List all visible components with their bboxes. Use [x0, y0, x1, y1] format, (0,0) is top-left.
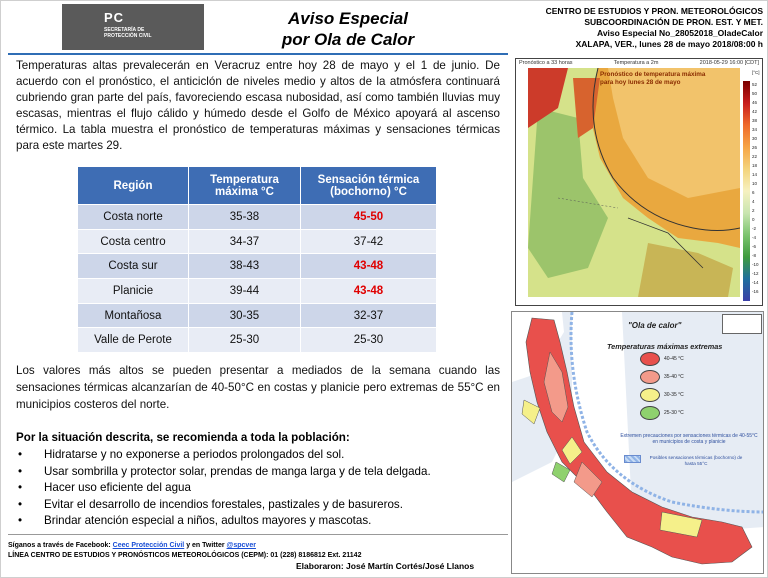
footer-phone-line: LÍNEA CENTRO DE ESTUDIOS Y PRONÓSTICOS METEOROLÓGICOS (CEPM): 01 (228) 8186812 Ext. 21142: [8, 551, 362, 559]
list-item: • Hidratarse y no exponerse a periodos prolongados del sol.: [16, 447, 500, 464]
table-row: [78, 303, 437, 328]
scale-label: 4: [752, 199, 755, 204]
center-header: [515, 6, 763, 50]
table-row: [78, 279, 437, 304]
legend-label: 35-40 °C: [664, 374, 684, 380]
cell-region: Valle de Perote: [78, 328, 189, 353]
logo-sub2: PROTECCIÓN CIVIL: [104, 33, 152, 39]
map1-top-mid: Temperatura a 2m: [613, 60, 659, 66]
center-line3: Aviso Especial No_28052018_OladeCalor: [597, 28, 763, 38]
scale-label: 22: [752, 154, 758, 159]
table-row: [78, 229, 437, 254]
map1-caption: [600, 71, 705, 87]
center-line2: SUBCOORDINACIÓN DE PRON. EST. Y MET.: [584, 17, 763, 27]
cell-sensation: 43-48: [301, 254, 437, 279]
center-line1: CENTRO DE ESTUDIOS Y PRON. METEOROLÓGICOS: [545, 6, 763, 16]
intro-paragraph: Temperaturas altas prevalecerán en Veracruz entre hoy 28 de mayo y el 1 de junio. De acuerdo con el pronóstico, el anticiclón de niveles medio y altos de la atmósfera continuará cubriendo gran parte del país, favoreciendo escasa nubosidad, así como también lluvias muy escasas, mientras el flujo cálido y húmedo desde el Golfo de México apoyará al ascenso térmico. La tabla muestra el pronóstico de temperaturas máximas y sensaciones térmicas para este martes 29.: [16, 59, 500, 152]
cell-region: Planicie: [78, 279, 189, 304]
col-header-sens: Sensación térmica (bochorno) °C: [301, 167, 437, 205]
scale-label: 42: [752, 109, 758, 114]
legend-swatch-25-30: [640, 406, 660, 420]
table-row: [78, 254, 437, 279]
logo-pc: PC: [104, 10, 125, 25]
title-line1: Aviso Especial: [287, 9, 408, 28]
scale-label: 10: [752, 181, 758, 186]
map2-note: Extremen precauciones por sensaciones térmicas de 40-55°C en municipios de costa y planicie: [620, 433, 758, 445]
scale-label: -14: [752, 280, 759, 285]
footer-social: [8, 541, 361, 551]
legend-swatch-30-35: [640, 388, 660, 402]
cell-region: Costa centro: [78, 229, 189, 254]
footer: [8, 541, 361, 560]
legend-label: 25-30 °C: [664, 410, 684, 416]
scale-label: 30: [752, 136, 758, 141]
list-item: • Usar sombrilla y protector solar, prendas de manga larga y de tela delgada.: [16, 464, 500, 481]
scale-label: 6: [752, 190, 755, 195]
list-item: • Evitar el desarrollo de incendios forestales, pastizales y de basureros.: [16, 497, 500, 514]
map1-top-bar: [516, 59, 762, 68]
map1-caption-l1: Pronóstico de temperatura máxima: [600, 71, 706, 78]
cell-tmax: 35-38: [189, 205, 301, 230]
cell-tmax: 38-43: [189, 254, 301, 279]
footer-twitter-text: y en Twitter: [186, 542, 225, 549]
scale-label: -16: [752, 289, 759, 294]
center-line4: XALAPA, VER., lunes 28 de mayo 2018/08:00 h: [575, 39, 763, 49]
legend-swatch-40-45: [640, 352, 660, 366]
page-title: [268, 8, 428, 50]
temperature-color-scale: [743, 81, 750, 301]
col-header-tmax: Temperatura máxima °C: [189, 167, 301, 205]
cell-region: Montañosa: [78, 303, 189, 328]
col-header-region: Región: [78, 167, 189, 205]
map2-inset: [722, 314, 762, 334]
legend-swatch-35-40: [640, 370, 660, 384]
scale-label: 2: [752, 208, 755, 213]
cell-sensation: 37-42: [301, 229, 437, 254]
scale-label: 52: [752, 82, 758, 87]
cell-tmax: 34-37: [189, 229, 301, 254]
scale-label: -2: [752, 226, 757, 231]
cell-tmax: 25-30: [189, 328, 301, 353]
cell-region: Costa sur: [78, 254, 189, 279]
map1-top-left: Pronóstico a 33 horas: [519, 60, 573, 66]
recommendations-list: [16, 447, 500, 530]
cell-tmax: 30-35: [189, 303, 301, 328]
logo-sub1: SECRETARÍA DE: [104, 27, 145, 33]
map2-title: "Ola de calor": [628, 321, 682, 330]
scale-label: 50: [752, 91, 758, 96]
scale-label: 26: [752, 145, 758, 150]
scale-label: 18: [752, 163, 758, 168]
scale-label: -4: [752, 235, 757, 240]
twitter-link[interactable]: @spcver: [226, 542, 256, 549]
authors: Elaboraron: José Martín Cortés/José Llanos: [296, 561, 475, 571]
map2-legend-title: Temperaturas máximas extremas: [607, 342, 723, 351]
forecast-table: [77, 166, 437, 353]
table-row: [78, 205, 437, 230]
protection-civil-logo: [62, 4, 204, 50]
heat-wave-map: [511, 311, 764, 574]
map1-terrain-svg: [528, 68, 740, 297]
legend-label: 40-45 °C: [664, 356, 684, 362]
temperature-forecast-map: [515, 58, 763, 306]
facebook-link[interactable]: Ceec Protección Civil: [112, 542, 185, 549]
title-line2: por Ola de Calor: [281, 30, 415, 49]
cell-sensation: 32-37: [301, 303, 437, 328]
recommendations-heading: Por la situación descrita, se recomienda a toda la población:: [16, 431, 350, 444]
map1-caption-l2: para hoy lunes 28 de mayo: [600, 79, 681, 86]
list-item: • Brindar atención especial a niños, adultos mayores y mascotas.: [16, 513, 500, 530]
legend-label: 30-35 °C: [664, 392, 684, 398]
map2-note2: Posibles sensaciones térmicas (bochorno) de hasta 55°C: [649, 455, 743, 466]
cell-sensation: 25-30: [301, 328, 437, 353]
after-table-paragraph: Los valores más altos se pueden presentar a mediados de la semana cuando las sensaciones térmicas alcanzarían de 40-50°C en costas y planicie pero extremas de 55°C en municipios costeros del norte.: [16, 364, 500, 411]
footer-divider: [8, 534, 508, 535]
cell-sensation: 43-48: [301, 279, 437, 304]
map1-top-right: 2018-05-29 16:00 [CDT]: [699, 60, 759, 66]
header-divider: [8, 53, 508, 55]
scale-label: 46: [752, 100, 758, 105]
scale-label: -6: [752, 244, 757, 249]
cell-sensation: 45-50: [301, 205, 437, 230]
scale-label: -10: [752, 262, 759, 267]
table-row: [78, 328, 437, 353]
scale-label: 38: [752, 118, 758, 123]
map2-note-swatch: [624, 455, 641, 463]
footer-follow-text: Síganos a través de Facebook:: [8, 542, 111, 549]
scale-label: 0: [752, 217, 755, 222]
scale-label: -8: [752, 253, 757, 258]
cell-region: Costa norte: [78, 205, 189, 230]
map1-image: [528, 68, 740, 297]
scale-unit: [°C]: [752, 70, 760, 75]
scale-label: -12: [752, 271, 759, 276]
cell-tmax: 39-44: [189, 279, 301, 304]
scale-label: 34: [752, 127, 758, 132]
scale-label: 14: [752, 172, 758, 177]
list-item: • Hacer uso eficiente del agua: [16, 480, 500, 497]
